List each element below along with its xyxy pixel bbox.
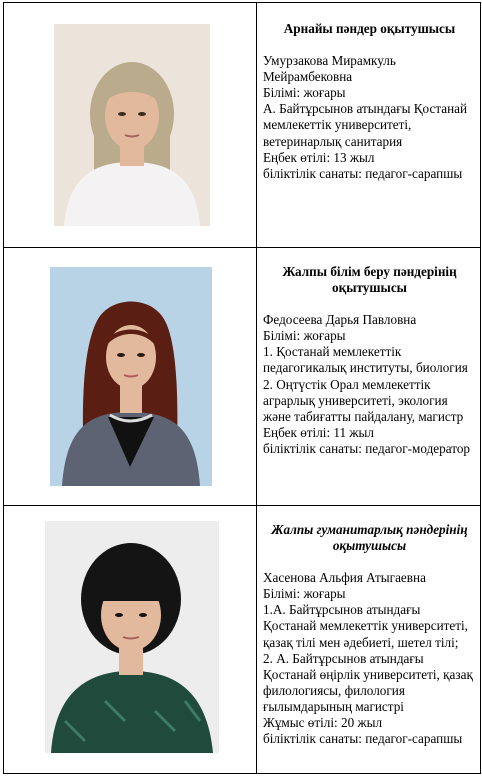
staff-name: Федосеева Дарья Павловна xyxy=(263,312,417,328)
staff-row xyxy=(4,506,481,774)
staff-education-detail: А. Байтұрсынов атындағы Қостанай мемлекеттік университеті, ветеринарлық санитария xyxy=(263,101,468,149)
staff-education: Білімі: жоғары xyxy=(263,328,346,344)
staff-info-cell xyxy=(257,3,481,248)
staff-education: Білімі: жоғары xyxy=(263,586,346,602)
staff-education-detail: 2. А. Байтұрсынов атындағы Қостанай өңірлік университеті, қазақ филологиясы, филология ғылымдарының магистрі xyxy=(263,650,473,714)
staff-education-detail: 2. Оңтүстік Орал мемлекеттік аграрлық университеті, экология және табиғатты пайдалану, магистр xyxy=(263,376,464,424)
staff-info-cell xyxy=(257,248,481,506)
portrait-photo xyxy=(54,24,210,226)
staff-info-cell xyxy=(257,506,481,774)
staff-row xyxy=(4,248,481,506)
staff-experience: Еңбек өтілі: 11 жыл xyxy=(263,424,374,440)
staff-name: Умурзакова Миpамкуль Мейрамбековна xyxy=(263,53,396,85)
staff-role-title: Арнайы пәндер оқытушысы xyxy=(283,21,456,36)
staff-category: біліктілік санаты: педагог-модератор xyxy=(263,440,471,456)
photo-cell xyxy=(4,506,257,774)
staff-name: Хасенова Альфия Атыгаевна xyxy=(263,570,426,586)
staff-role-title: Жалпы гуманитарлық пәндерінің оқытушысы xyxy=(271,522,468,554)
staff-education-detail: 1.А. Байтұрсынов атындағы Қостанай мемлекеттік университеті, қазақ тілі мен әдебиеті, шетел тілі; xyxy=(263,602,468,650)
portrait-photo xyxy=(50,267,212,486)
staff-role-title: Жалпы білім беру пәндерінің оқытушысы xyxy=(282,264,457,296)
staff-category: біліктілік санаты: педагог-сарапшы xyxy=(263,165,463,181)
staff-experience: Еңбек өтілі: 13 жыл xyxy=(263,149,375,165)
staff-experience: Жұмыс өтілі: 20 жыл xyxy=(263,715,383,731)
portrait-photo xyxy=(45,521,219,753)
photo-cell xyxy=(4,3,257,248)
staff-table xyxy=(3,2,481,774)
staff-education: Білімі: жоғары xyxy=(263,85,346,101)
photo-cell xyxy=(4,248,257,506)
staff-category: біліктілік санаты: педагог-сарапшы xyxy=(263,731,463,747)
staff-education-detail: 1. Қостанай мемлекеттік педагогикалық институты, биология xyxy=(263,344,468,376)
staff-row xyxy=(4,3,481,248)
